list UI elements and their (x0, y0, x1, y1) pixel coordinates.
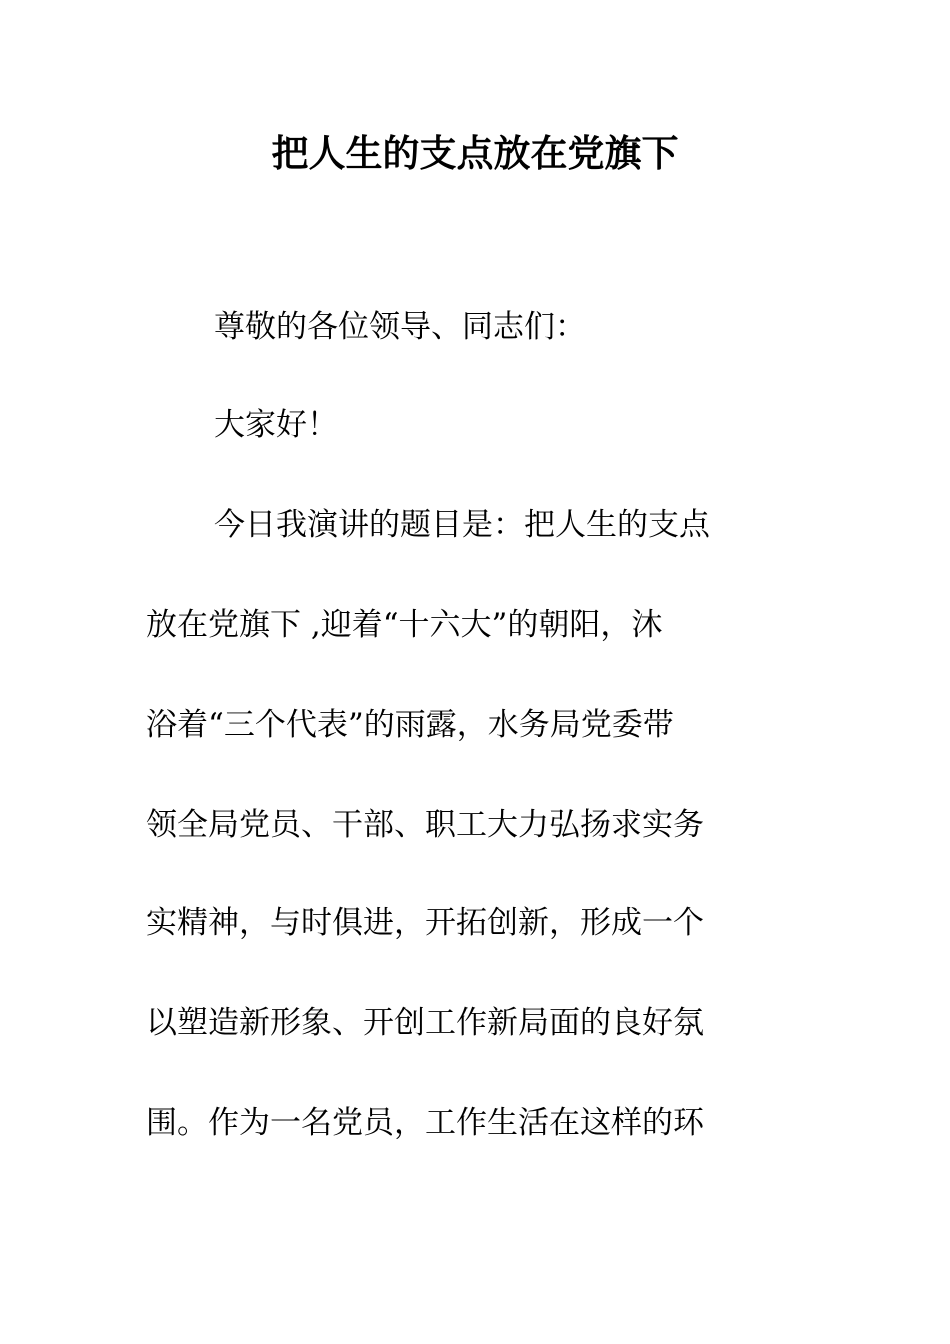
body-line: 实精神，与时俱进，开拓创新，形成一个 (146, 905, 704, 941)
body-line: 围。作为一名党员，工作生活在这样的环 (146, 1105, 704, 1141)
greeting-line: 大家好！ (214, 407, 338, 443)
body-line: 浴着“三个代表”的雨露，水务局党委带 (146, 707, 674, 743)
body-line: 今日我演讲的题目是：把人生的支点 (214, 507, 710, 543)
document-title: 把人生的支点放在党旗下 (271, 131, 679, 175)
body-line: 领全局党员、干部、职工大力弘扬求实务 (146, 807, 704, 843)
salutation-line: 尊敬的各位领导、同志们： (214, 309, 586, 345)
body-line: 以塑造新形象、开创工作新局面的良好氛 (146, 1005, 704, 1041)
body-line: 放在党旗下 ,迎着“十六大”的朝阳，沐 (146, 607, 663, 643)
